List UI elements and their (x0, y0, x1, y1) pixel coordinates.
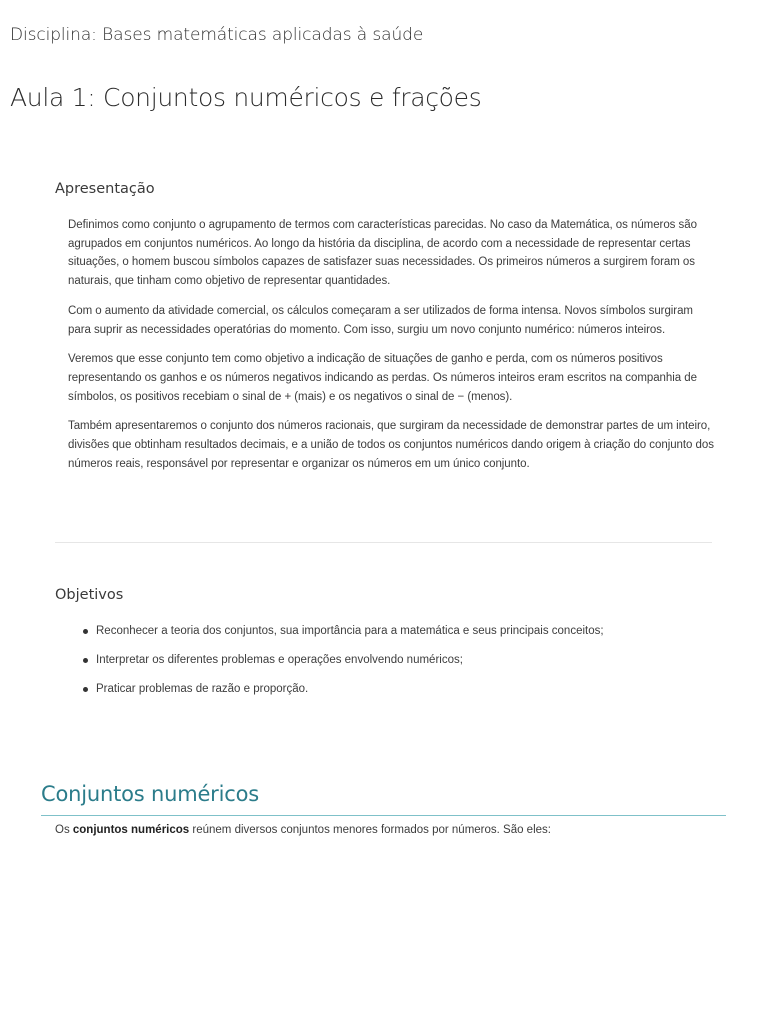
presentation-body (68, 216, 718, 484)
numeric-sets-heading: Conjuntos numéricos (41, 782, 259, 806)
bullet-icon (83, 629, 88, 634)
heading-underline (41, 815, 726, 816)
presentation-paragraph: Também apresentaremos o conjunto dos números racionais, que surgiram da necessidade de demonstrar partes de um inteiro, divisões que obtinham resultados decimais, e a união de todos os conjuntos numéricos dando origem à criação do conjunto dos números reais, responsável por representar e organizar os números em um único conjunto. (68, 420, 714, 470)
bullet-icon (83, 658, 88, 663)
objective-item (76, 622, 604, 651)
objective-item (76, 651, 604, 680)
section-divider (55, 542, 712, 543)
bullet-icon (83, 687, 88, 692)
intro-prefix: Os (55, 824, 73, 836)
objective-text: Reconhecer a teoria dos conjuntos, sua importância para a matemática e seus principais conceitos; (96, 625, 604, 637)
objective-text: Praticar problemas de razão e proporção. (96, 683, 309, 695)
lesson-title: Aula 1: Conjuntos numéricos e frações (10, 83, 482, 112)
numeric-sets-intro (55, 821, 551, 839)
intro-bold-term: conjuntos numéricos (72, 824, 190, 836)
presentation-paragraph: Veremos que esse conjunto tem como objetivo a indicação de situações de ganho e perda, com os números positivos representando os ganhos e os números negativos indicando as perdas. Os números inteiros eram escritos na companhia de símbolos, os positivos recebiam o sinal de + (mais) e os negativos o sinal de − (menos). (68, 353, 697, 403)
objectives-heading: Objetivos (55, 587, 124, 603)
presentation-paragraph: Com o aumento da atividade comercial, os cálculos começaram a ser utilizados de forma intensa. Novos símbolos surgiram para suprir as necessidades operatórias do momento. Com isso, surgiu um novo conjunto numérico: números inteiros. (68, 304, 693, 336)
objectives-list (76, 622, 604, 709)
discipline-title: Disciplina: Bases matemáticas aplicadas à saúde (10, 25, 424, 45)
objective-text: Interpretar os diferentes problemas e operações envolvendo numéricos; (96, 654, 463, 666)
presentation-heading: Apresentação (55, 181, 155, 197)
objective-item (76, 680, 604, 709)
presentation-paragraph: Definimos como conjunto o agrupamento de termos com características parecidas. No caso da Matemática, os números são agrupados em conjuntos numéricos. Ao longo da história da disciplina, de acordo com a necessidade de representar certas situações, o homem buscou símbolos capazes de satisfazer suas necessidades. Os primeiros números a surgirem foram os naturais, que tinham como objetivo de representar quantidades. (68, 219, 697, 288)
intro-suffix: reúnem diversos conjuntos menores formados por números. São eles: (189, 824, 551, 836)
